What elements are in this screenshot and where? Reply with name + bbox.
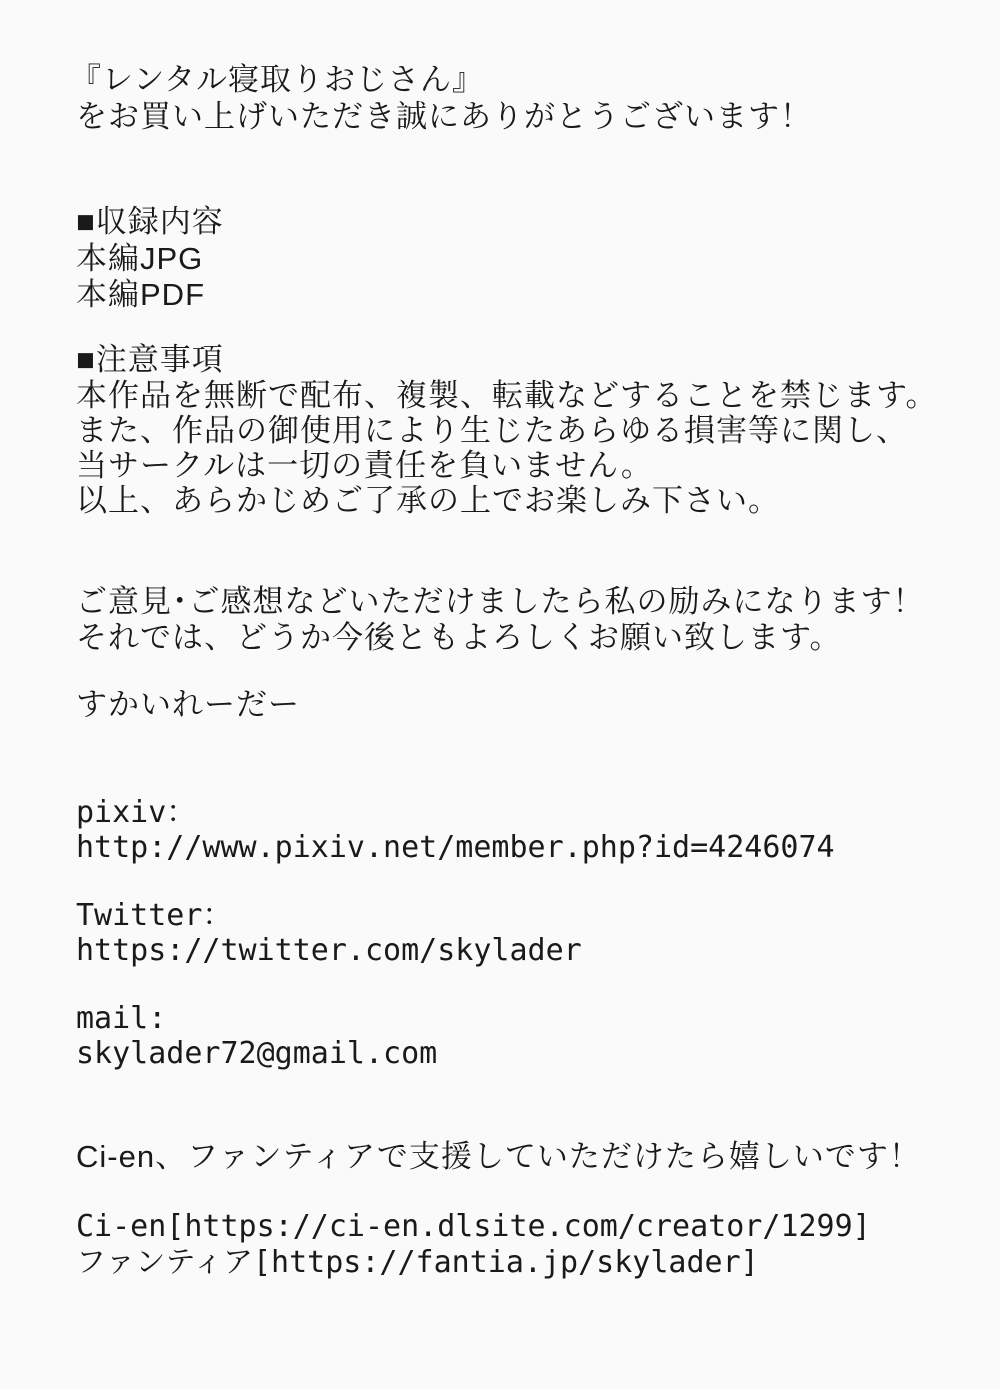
support-message: Ci-en、ファンティアで支援していただけたら嬉しいです！ [76, 1139, 921, 1174]
notes-line-1: 本作品を無断で配布、複製、転載などすることを禁じます。 [76, 378, 938, 413]
mail-label: mail: [76, 1001, 167, 1036]
cien-url-line: Ci-en[https://ci-en.dlsite.com/creator/1299] [76, 1209, 871, 1244]
contents-item-jpg: 本編JPG [76, 241, 204, 276]
notes-heading: ■注意事項 [76, 342, 224, 377]
work-title: 『レンタル寝取りおじさん』 [70, 62, 484, 97]
mail-address: skylader72@gmail.com [76, 1036, 438, 1071]
author-signature: すかいれーだー [76, 687, 300, 722]
contents-heading: ■収録内容 [76, 204, 224, 239]
contents-item-pdf: 本編PDF [76, 277, 205, 312]
pixiv-url: http://www.pixiv.net/member.php?id=4246074 [76, 830, 835, 865]
notes-line-2: また、作品の御使用により生じたあらゆる損害等に関し、 [76, 413, 908, 448]
notes-line-3: 当サークルは一切の責任を負いません。 [76, 448, 653, 483]
message-line-2: それでは、どうか今後ともよろしくお願い致します。 [76, 620, 842, 655]
twitter-label: Twitter： [76, 898, 233, 933]
twitter-url: https://twitter.com/skylader [76, 933, 582, 968]
fantia-url-line: ファンティア[https://fantia.jp/skylader] [76, 1245, 759, 1280]
message-line-1: ご意見･ご感想などいただけましたら私の励みになります！ [76, 584, 925, 619]
pixiv-label: pixiv： [76, 795, 197, 830]
thanks-line: をお買い上げいただき誠にありがとうございます！ [76, 99, 812, 134]
notes-line-4: 以上、あらかじめご了承の上でお楽しみ下さい。 [76, 483, 780, 518]
